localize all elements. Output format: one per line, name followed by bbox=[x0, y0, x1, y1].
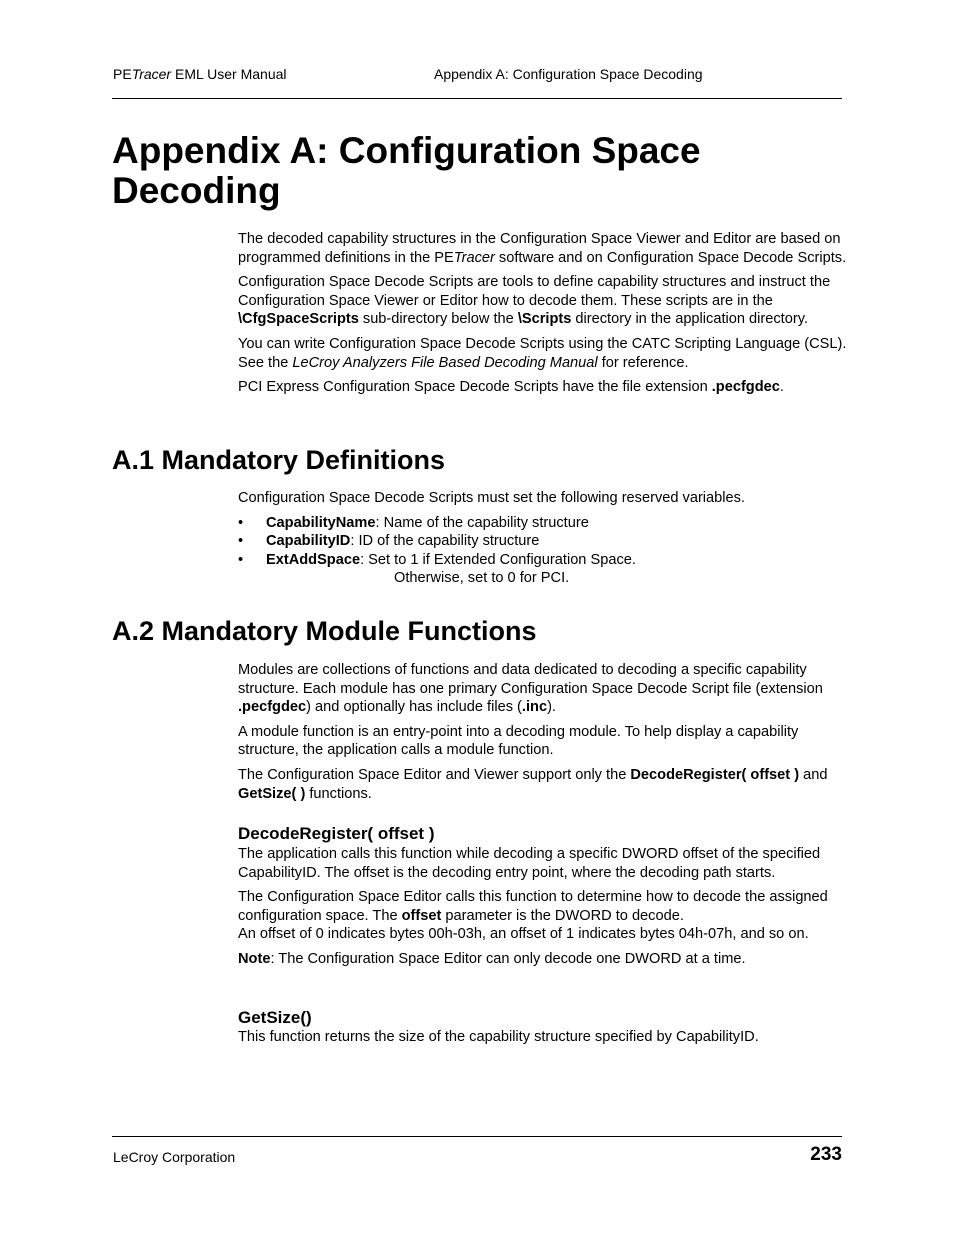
section-heading-a2: A.2 Mandatory Module Functions bbox=[112, 616, 537, 646]
page-title: Appendix A: Configuration Space Decoding bbox=[112, 130, 701, 211]
bullet-icon: • bbox=[238, 533, 244, 550]
decode-register-paragraph-2: The Configuration Space Editor calls this function to determine how to decode the assigned configuration space. The offset parameter is the DWORD to decode. bbox=[238, 889, 828, 924]
header-product-italic: Tracer bbox=[131, 66, 172, 82]
header-product-prefix: PE bbox=[113, 66, 132, 82]
list-item: • CapabilityID: ID of the capability structure bbox=[238, 533, 540, 550]
section-a2-paragraph-3: The Configuration Space Editor and Viewer support only the DecodeRegister( offset ) and GetSize( ) functions. bbox=[238, 766, 828, 802]
list-item: • CapabilityName: Name of the capability structure bbox=[238, 514, 589, 531]
section-a2-paragraph-1: Modules are collections of functions and data dedicated to decoding a specific capability structure. Each module has one primary Configuration Space Decode Script file (extension .pecfgdec) and optionally has include files (.inc). bbox=[238, 662, 823, 716]
page-number: 233 bbox=[810, 1144, 842, 1165]
bullet-icon: • bbox=[238, 551, 244, 568]
decode-register-body bbox=[238, 845, 848, 969]
footer-company: LeCroy Corporation bbox=[113, 1149, 236, 1165]
reserved-variables-list bbox=[238, 514, 848, 588]
header-manual-suffix: EML User Manual bbox=[171, 66, 287, 82]
list-item-continuation: Otherwise, set to 0 for PCI. bbox=[394, 570, 570, 587]
section-a1-lead: Configuration Space Decode Scripts must set the following reserved variables. bbox=[238, 490, 745, 506]
intro-block bbox=[238, 230, 848, 397]
footer-rule bbox=[112, 1136, 842, 1137]
getsize-paragraph-1: This function returns the size of the capability structure specified by CapabilityID. bbox=[238, 1029, 759, 1045]
subheading-decode-register: DecodeRegister( offset ) bbox=[238, 824, 435, 843]
header-rule bbox=[112, 98, 842, 99]
intro-paragraph-1: The decoded capability structures in the Configuration Space Viewer and Editor are based on programmed definitions in the PETracer software and on Configuration Space Decode Scripts. bbox=[238, 231, 847, 266]
section-heading-a1: A.1 Mandatory Definitions bbox=[112, 445, 446, 475]
decode-register-paragraph-1: The application calls this function while decoding a specific DWORD offset of the specified CapabilityID. The offset is the decoding entry point, where the decoding path starts. bbox=[238, 846, 821, 881]
intro-paragraph-3: You can write Configuration Space Decode Scripts using the CATC Scripting Language (CSL). See the LeCroy Analyzers File Based Decoding Manual for reference. bbox=[238, 335, 847, 371]
section-a1-body bbox=[238, 489, 848, 588]
decode-register-note: Note: The Configuration Space Editor can only decode one DWORD at a time. bbox=[238, 950, 746, 967]
running-header-chapter: Appendix A: Configuration Space Decoding bbox=[434, 66, 703, 82]
section-a2-paragraph-2: A module function is an entry-point into a decoding module. To help display a capability structure, the application calls a module function. bbox=[238, 723, 799, 759]
running-header-manual bbox=[113, 66, 287, 82]
intro-paragraph-2: Configuration Space Decode Scripts are tools to define capability structures and instruct the Configuration Space Viewer or Editor how to decode them. These scripts are in the \CfgSpaceScripts sub-directory below the \Scripts directory in the application directory. bbox=[238, 274, 831, 328]
decode-register-paragraph-3: An offset of 0 indicates bytes 00h-03h, an offset of 1 indicates bytes 04h-07h, and so on. bbox=[238, 926, 809, 943]
section-a2-body bbox=[238, 661, 848, 803]
bullet-icon: • bbox=[238, 514, 244, 531]
subheading-getsize: GetSize() bbox=[238, 1008, 312, 1027]
list-item: • ExtAddSpace: Set to 1 if Extended Configuration Space. Otherwise, set to 0 for PCI. bbox=[238, 551, 848, 588]
intro-paragraph-4: PCI Express Configuration Space Decode Scripts have the file extension .pecfgdec. bbox=[238, 379, 784, 396]
getsize-body bbox=[238, 1028, 848, 1047]
